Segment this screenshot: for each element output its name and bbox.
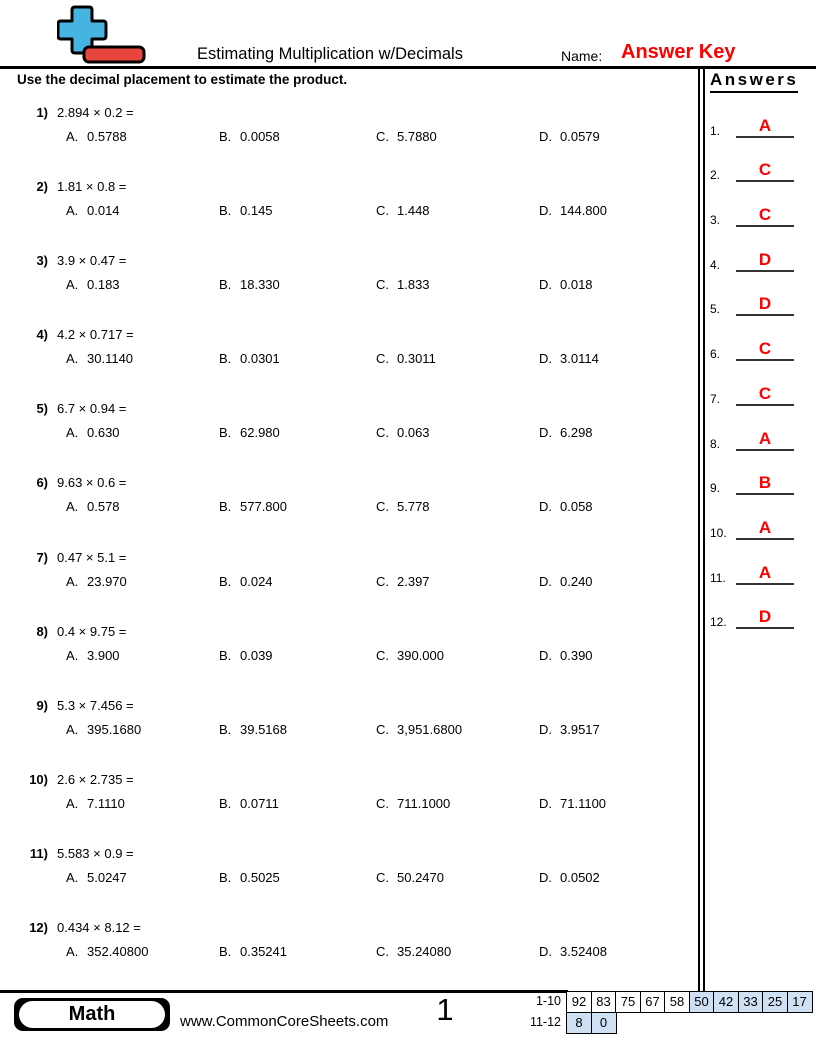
question-options [66,944,696,959]
question-head [20,475,696,490]
option-a [66,574,219,589]
option-a-label: A. [66,721,79,737]
question-head [20,920,696,935]
answer-letter: A [758,517,772,537]
answer-item [708,414,814,459]
answer-item [708,146,814,191]
question-options [66,203,696,218]
question-options [66,425,696,440]
option-d-label: D. [539,647,552,663]
question-options [66,499,696,514]
option-d [539,499,696,514]
question-number: 3) [36,253,48,269]
answer-blank-line [736,117,794,138]
option-c-value: 0.3011 [397,351,436,367]
answer-letter: B [758,473,772,493]
question-head [20,253,696,268]
option-c-value: 35.24080 [397,944,452,960]
question-equation: 0.47 × 5.1 = [57,549,127,565]
option-a [66,944,219,959]
question-options [66,796,696,811]
answer-blank-line [736,251,794,272]
question-item [20,693,696,767]
option-c-label: C. [376,425,389,441]
option-d-value: 144.800 [560,203,607,219]
option-b [219,944,376,959]
option-b-label: B. [219,721,232,737]
question-head [20,401,696,416]
question-number: 5) [36,401,48,417]
question-item [20,100,696,174]
question-number: 2) [36,179,48,195]
option-d-value: 71.1100 [560,795,607,811]
question-item [20,841,696,915]
answer-number: 12. [710,615,727,630]
question-number: 12) [29,920,48,936]
grading-table [518,991,813,1034]
question-head [20,327,696,342]
answer-item [708,235,814,280]
answer-blank-line [736,295,794,316]
grading-cell: 50 [689,991,715,1013]
option-a-value: 0.578 [87,499,120,515]
option-c-value: 5.778 [397,499,430,515]
question-head [20,624,696,639]
answer-letter: C [758,383,772,403]
option-d-label: D. [539,944,552,960]
answer-number: 2. [710,168,721,183]
option-d-value: 3.0114 [560,351,599,367]
option-b-label: B. [219,647,232,663]
worksheet-title: Estimating Multiplication w/Decimals [197,45,463,63]
option-c [376,870,539,885]
answer-item [708,503,814,548]
option-a [66,277,219,292]
grading-cell: 17 [787,991,813,1013]
grading-cell: 58 [664,991,690,1013]
option-a [66,796,219,811]
option-a-label: A. [66,795,79,811]
grading-row-1-label: 1-10 [535,994,561,1008]
option-b-label: B. [219,203,232,219]
option-b [219,277,376,292]
option-b [219,351,376,366]
option-b-label: B. [219,573,232,589]
option-b-value: 39.5168 [240,721,287,737]
question-equation: 5.3 × 7.456 = [57,697,134,713]
option-d-value: 0.0579 [560,129,600,144]
option-b-label: B. [219,351,232,367]
answers-list [708,101,814,637]
option-a-label: A. [66,647,79,663]
option-b [219,648,376,663]
option-a-value: 7.1110 [87,795,125,811]
answer-item [708,369,814,414]
option-b [219,499,376,514]
option-b-value: 18.330 [240,277,280,293]
answer-letter: D [758,607,772,627]
question-item [20,174,696,248]
question-options [66,870,696,885]
answer-item [708,101,814,146]
option-c-value: 1.448 [397,203,430,219]
option-a-label: A. [66,351,79,367]
question-number: 7) [36,549,48,565]
question-options [66,351,696,366]
answer-blank-line [736,430,794,451]
option-a-value: 395.1680 [87,721,142,737]
answer-number: 7. [710,391,721,406]
question-item [20,470,696,544]
option-b [219,722,376,737]
grading-cell: 67 [640,991,666,1013]
answer-number: 4. [710,257,721,272]
grading-cell: 92 [566,991,592,1013]
website-text: www.CommonCoreSheets.com [180,1013,389,1030]
option-b-value: 0.145 [240,203,273,219]
option-a-label: A. [66,573,79,589]
option-d-label: D. [539,203,552,219]
question-equation: 9.63 × 0.6 = [57,475,127,491]
option-a-value: 0.183 [87,277,120,293]
option-d [539,648,696,663]
option-b-label: B. [219,277,232,293]
question-equation: 0.434 × 8.12 = [57,920,141,936]
math-subject-label: Math [19,1001,165,1028]
option-b-label: B. [219,425,232,441]
option-d-value: 6.298 [560,425,593,441]
option-c [376,277,539,292]
option-d-value: 3.9517 [560,721,600,737]
question-number: 10) [29,771,48,787]
option-c [376,648,539,663]
option-d-label: D. [539,795,552,811]
option-d-label: D. [539,721,552,737]
grading-cell: 25 [762,991,788,1013]
option-d [539,425,696,440]
question-number: 1) [36,105,48,120]
option-b-value: 0.5025 [240,869,280,885]
answer-letter: D [758,249,772,269]
option-b-label: B. [219,944,232,960]
answer-blank-line [736,519,794,540]
option-d-label: D. [539,129,552,144]
option-c [376,129,539,144]
option-d [539,722,696,737]
question-item [20,915,696,989]
question-number: 11) [29,845,48,861]
answer-letter: A [758,562,772,582]
question-equation: 6.7 × 0.94 = [57,401,127,417]
answer-letter: C [758,160,772,180]
question-equation: 0.4 × 9.75 = [57,623,127,639]
question-number: 9) [36,697,48,713]
question-item [20,767,696,841]
question-equation: 5.583 × 0.9 = [57,845,134,861]
answer-key-text: Answer Key [621,41,736,63]
option-a [66,648,219,663]
option-c-label: C. [376,795,389,811]
name-label: Name: [561,48,603,64]
option-a-label: A. [66,129,79,144]
option-a-value: 0.5788 [87,129,127,144]
option-b [219,574,376,589]
answer-item [708,548,814,593]
question-head [20,846,696,861]
option-b-value: 577.800 [240,499,287,515]
answer-number: 8. [710,436,721,451]
question-equation: 1.81 × 0.8 = [57,179,127,195]
answer-number: 11. [710,570,726,585]
option-b-value: 0.35241 [240,944,287,960]
option-a [66,351,219,366]
answer-blank-line [736,161,794,182]
option-c-label: C. [376,573,389,589]
option-d [539,574,696,589]
option-c-value: 50.2470 [397,869,444,885]
option-c-value: 0.063 [397,425,430,441]
answer-item [708,593,814,638]
grading-cell: 33 [738,991,764,1013]
question-item [20,545,696,619]
grading-row-1 [518,991,813,1013]
answer-number: 5. [710,302,721,317]
option-b-value: 0.0711 [240,795,279,811]
question-number: 8) [36,623,48,639]
option-c-label: C. [376,499,389,515]
option-d-value: 0.390 [560,647,593,663]
answer-blank-line [736,385,794,406]
option-a-label: A. [66,203,79,219]
answers-column-divider [698,69,705,991]
option-d-label: D. [539,425,552,441]
option-c [376,796,539,811]
answer-item [708,280,814,325]
option-c [376,351,539,366]
option-d-label: D. [539,573,552,589]
option-a-label: A. [66,425,79,441]
option-a-value: 0.014 [87,203,120,219]
option-c-value: 711.1000 [397,795,451,811]
plus-minus-logo-icon [57,4,153,66]
option-b-label: B. [219,129,232,144]
question-head [20,105,696,120]
option-c-label: C. [376,647,389,663]
option-d [539,351,696,366]
option-c [376,944,539,959]
option-d-value: 0.240 [560,573,593,589]
option-b [219,129,376,144]
question-head [20,698,696,713]
question-equation: 2.6 × 2.735 = [57,771,134,787]
question-head [20,772,696,787]
question-equation: 3.9 × 0.47 = [57,253,127,269]
answer-item [708,324,814,369]
answer-number: 1. [710,123,721,138]
question-item [20,619,696,693]
option-c-value: 2.397 [397,573,430,589]
option-a-value: 3.900 [87,647,120,663]
option-c-value: 5.7880 [397,129,437,144]
answer-item [708,190,814,235]
answer-letter: C [758,339,772,359]
option-d-value: 0.0502 [560,869,600,885]
question-item [20,396,696,470]
question-item [20,322,696,396]
option-c-label: C. [376,869,389,885]
grading-cell: 75 [615,991,641,1013]
option-a-label: A. [66,869,79,885]
option-d [539,277,696,292]
answer-letter: A [758,428,772,448]
question-head [20,550,696,565]
question-options [66,129,696,144]
option-d [539,944,696,959]
option-b-label: B. [219,795,232,811]
answers-panel-title: Answers [710,70,798,93]
option-a-value: 352.40800 [87,944,149,960]
option-c [376,425,539,440]
option-a-value: 30.1140 [87,351,134,367]
question-equation: 2.894 × 0.2 = [57,105,134,120]
option-c [376,499,539,514]
option-b [219,870,376,885]
grading-cell: 8 [566,1012,592,1034]
option-c-label: C. [376,721,389,737]
answers-panel [708,70,814,637]
option-b-value: 0.0058 [240,129,280,144]
option-c [376,203,539,218]
question-head [20,179,696,194]
question-options [66,722,696,737]
instructions-text: Use the decimal placement to estimate the product. [17,72,348,87]
answer-number: 3. [710,213,721,228]
option-b [219,796,376,811]
option-a-label: A. [66,944,79,960]
grading-row-2-label: 11-12 [529,1014,561,1029]
answer-blank-line [736,206,794,227]
question-options [66,648,696,663]
option-c [376,722,539,737]
answer-letter: C [758,205,772,225]
answer-letter: D [758,294,772,314]
option-c-value: 3,951.6800 [397,721,463,737]
math-subject-badge [14,998,170,1031]
option-b-value: 62.980 [240,425,280,441]
option-d [539,870,696,885]
option-a-value: 5.0247 [87,869,127,885]
grading-cell: 42 [713,991,739,1013]
option-a [66,870,219,885]
option-a [66,499,219,514]
option-a-label: A. [66,499,79,515]
option-a-value: 23.970 [87,573,127,589]
option-c-label: C. [376,351,389,367]
option-b [219,425,376,440]
option-a [66,203,219,218]
questions-list [20,100,696,989]
option-c-label: C. [376,129,389,144]
option-b-value: 0.024 [240,573,273,589]
answer-blank-line [736,340,794,361]
option-a [66,425,219,440]
option-d-label: D. [539,277,552,293]
question-number: 6) [36,475,48,491]
question-number: 4) [36,327,48,343]
option-b-label: B. [219,869,232,885]
answer-blank-line [736,564,794,585]
option-c-value: 1.833 [397,277,430,293]
answer-item [708,459,814,504]
option-d [539,129,696,144]
answer-number: 6. [710,347,721,362]
question-equation: 4.2 × 0.717 = [57,327,134,343]
option-d [539,796,696,811]
option-d-label: D. [539,351,552,367]
option-c-value: 390.000 [397,647,444,663]
option-a-value: 0.630 [87,425,120,441]
option-c-label: C. [376,277,389,293]
option-d-value: 0.058 [560,499,593,515]
option-d-value: 3.52408 [560,944,607,960]
option-c [376,574,539,589]
option-b-label: B. [219,499,232,515]
option-d-label: D. [539,499,552,515]
option-c-label: C. [376,944,389,960]
grading-row-2 [518,1012,813,1034]
option-a-label: A. [66,277,79,293]
header-divider [0,66,816,69]
option-d [539,203,696,218]
grading-cell: 83 [591,991,617,1013]
answer-blank-line [736,474,794,495]
option-b [219,203,376,218]
question-options [66,574,696,589]
grading-cell: 0 [591,1012,617,1034]
page-number: 1 [436,992,454,1027]
option-a [66,129,219,144]
option-d-label: D. [539,869,552,885]
question-item [20,248,696,322]
question-options [66,277,696,292]
option-c-label: C. [376,203,389,219]
answer-blank-line [736,608,794,629]
option-d-value: 0.018 [560,277,593,293]
answer-number: 10. [710,525,727,540]
option-a [66,722,219,737]
option-b-value: 0.0301 [240,351,280,367]
option-b-value: 0.039 [240,647,273,663]
answer-number: 9. [710,481,721,496]
answer-letter: A [758,115,772,135]
